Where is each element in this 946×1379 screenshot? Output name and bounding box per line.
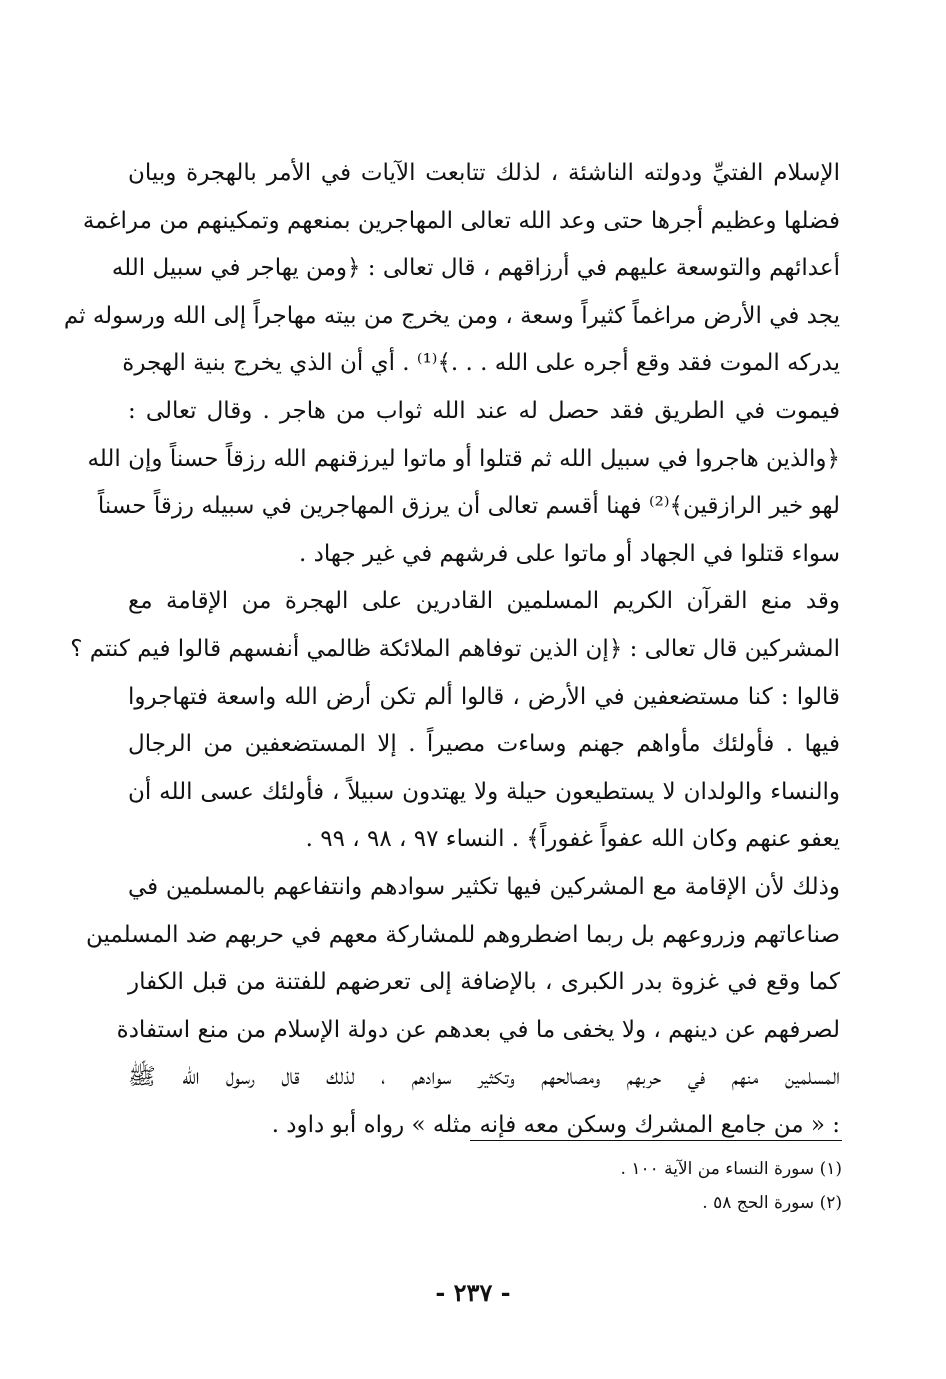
text-line: فضلها وعظيم أجرها حتى وعد الله تعالى المهاجرين بمنعهم وتمكينهم من مراغمة <box>82 207 840 234</box>
footnote-2: (٢) سورة الحج ٥٨ . <box>702 1193 842 1213</box>
text-line: قالوا : كنا مستضعفين في الأرض ، قالوا ألم تكن أرض الله واسعة فتهاجروا <box>128 683 840 710</box>
body-text <box>63 150 840 1149</box>
page-number: - ٢٣٧ - <box>435 1278 511 1307</box>
text-line: ﴿والذين هاجروا في سبيل الله ثم قتلوا أو ماتوا ليرزقنهم الله رزقاً حسناً وإن الله <box>87 445 840 472</box>
text-line: وقد منع القرآن الكريم المسلمين القادرين على الهجرة من الإقامة مع <box>128 588 840 615</box>
footnotes <box>470 1152 842 1220</box>
text-line: يجد في الأرض مراغماً كثيراً وسعة ، ومن يخرج من بيته مهاجراً إلى الله ورسوله ثم <box>63 302 840 329</box>
text-line: والنساء والولدان لا يستطيعون حيلة ولا يهتدون سبيلاً ، فأولئك عسى الله أن <box>128 778 840 805</box>
text-line: كما وقع في غزوة بدر الكبرى ، بالإضافة إلى تعرضهم للفتنة من قبل الكفار <box>128 969 840 996</box>
text-line: الإسلام الفتيِّ ودولته الناشئة ، لذلك تتابعت الآيات في الأمر بالهجرة وبيان <box>128 160 840 186</box>
footnote-separator <box>470 1140 842 1141</box>
paragraph-end-line: يعفو عنهم وكان الله عفواً غفوراً﴾ . النساء ٩٧ ، ٩٨ ، ٩٩ . <box>305 826 840 853</box>
text-line: وذلك لأن الإقامة مع المشركين فيها تكثير سوادهم وانتفاعهم بالمسلمين في <box>128 873 840 900</box>
text-line: صناعاتهم وزروعهم بل ربما اضطروهم للمشاركة معهم في حربهم ضد المسلمين <box>85 921 840 948</box>
text-line: فيها . فأولئك مأواهم جهنم وساءت مصيراً . إلا المستضعفين من الرجال <box>128 731 840 758</box>
text-line: أعدائهم والتوسعة عليهم في أرزاقهم ، قال تعالى : ﴿ومن يهاجر في سبيل الله <box>111 255 840 282</box>
footnote-1: (١) سورة النساء من الآية ١٠٠ . <box>620 1159 842 1179</box>
text-line: المشركين قال تعالى : ﴿إن الذين توفاهم الملائكة ظالمي أنفسهم قالوا فيم كنتم ؟ <box>70 635 840 662</box>
text-line: يدركه الموت فقد وقع أجره على الله . . .﴾⁽¹⁾ . أي أن الذي يخرج بنية الهجرة <box>122 350 840 377</box>
text-line: فيموت في الطريق فقد حصل له عند الله ثواب من هاجر . وقال تعالى : <box>128 397 840 424</box>
text-line: لصرفهم عن دينهم ، ولا يخفى ما في بعدهم عن دولة الإسلام من منع استفادة <box>116 1016 840 1043</box>
text-line: المسلمين منهم في حربهم ومصالحهم وتكثير سوادهم ، لذلك قال رسول الله ﷺ <box>128 1064 840 1091</box>
paragraph-end-line: : « من جامع المشرك وسكن معه فإنه مثله » رواه أبو داود . <box>271 1111 840 1138</box>
paragraph-end-line: سواء قتلوا في الجهاد أو ماتوا على فرشهم في غير جهاد . <box>299 540 840 567</box>
text-line: لهو خير الرازقين﴾⁽²⁾ فهنا أقسم تعالى أن يرزق المهاجرين في سبيله رزقاً حسناً <box>97 493 840 520</box>
